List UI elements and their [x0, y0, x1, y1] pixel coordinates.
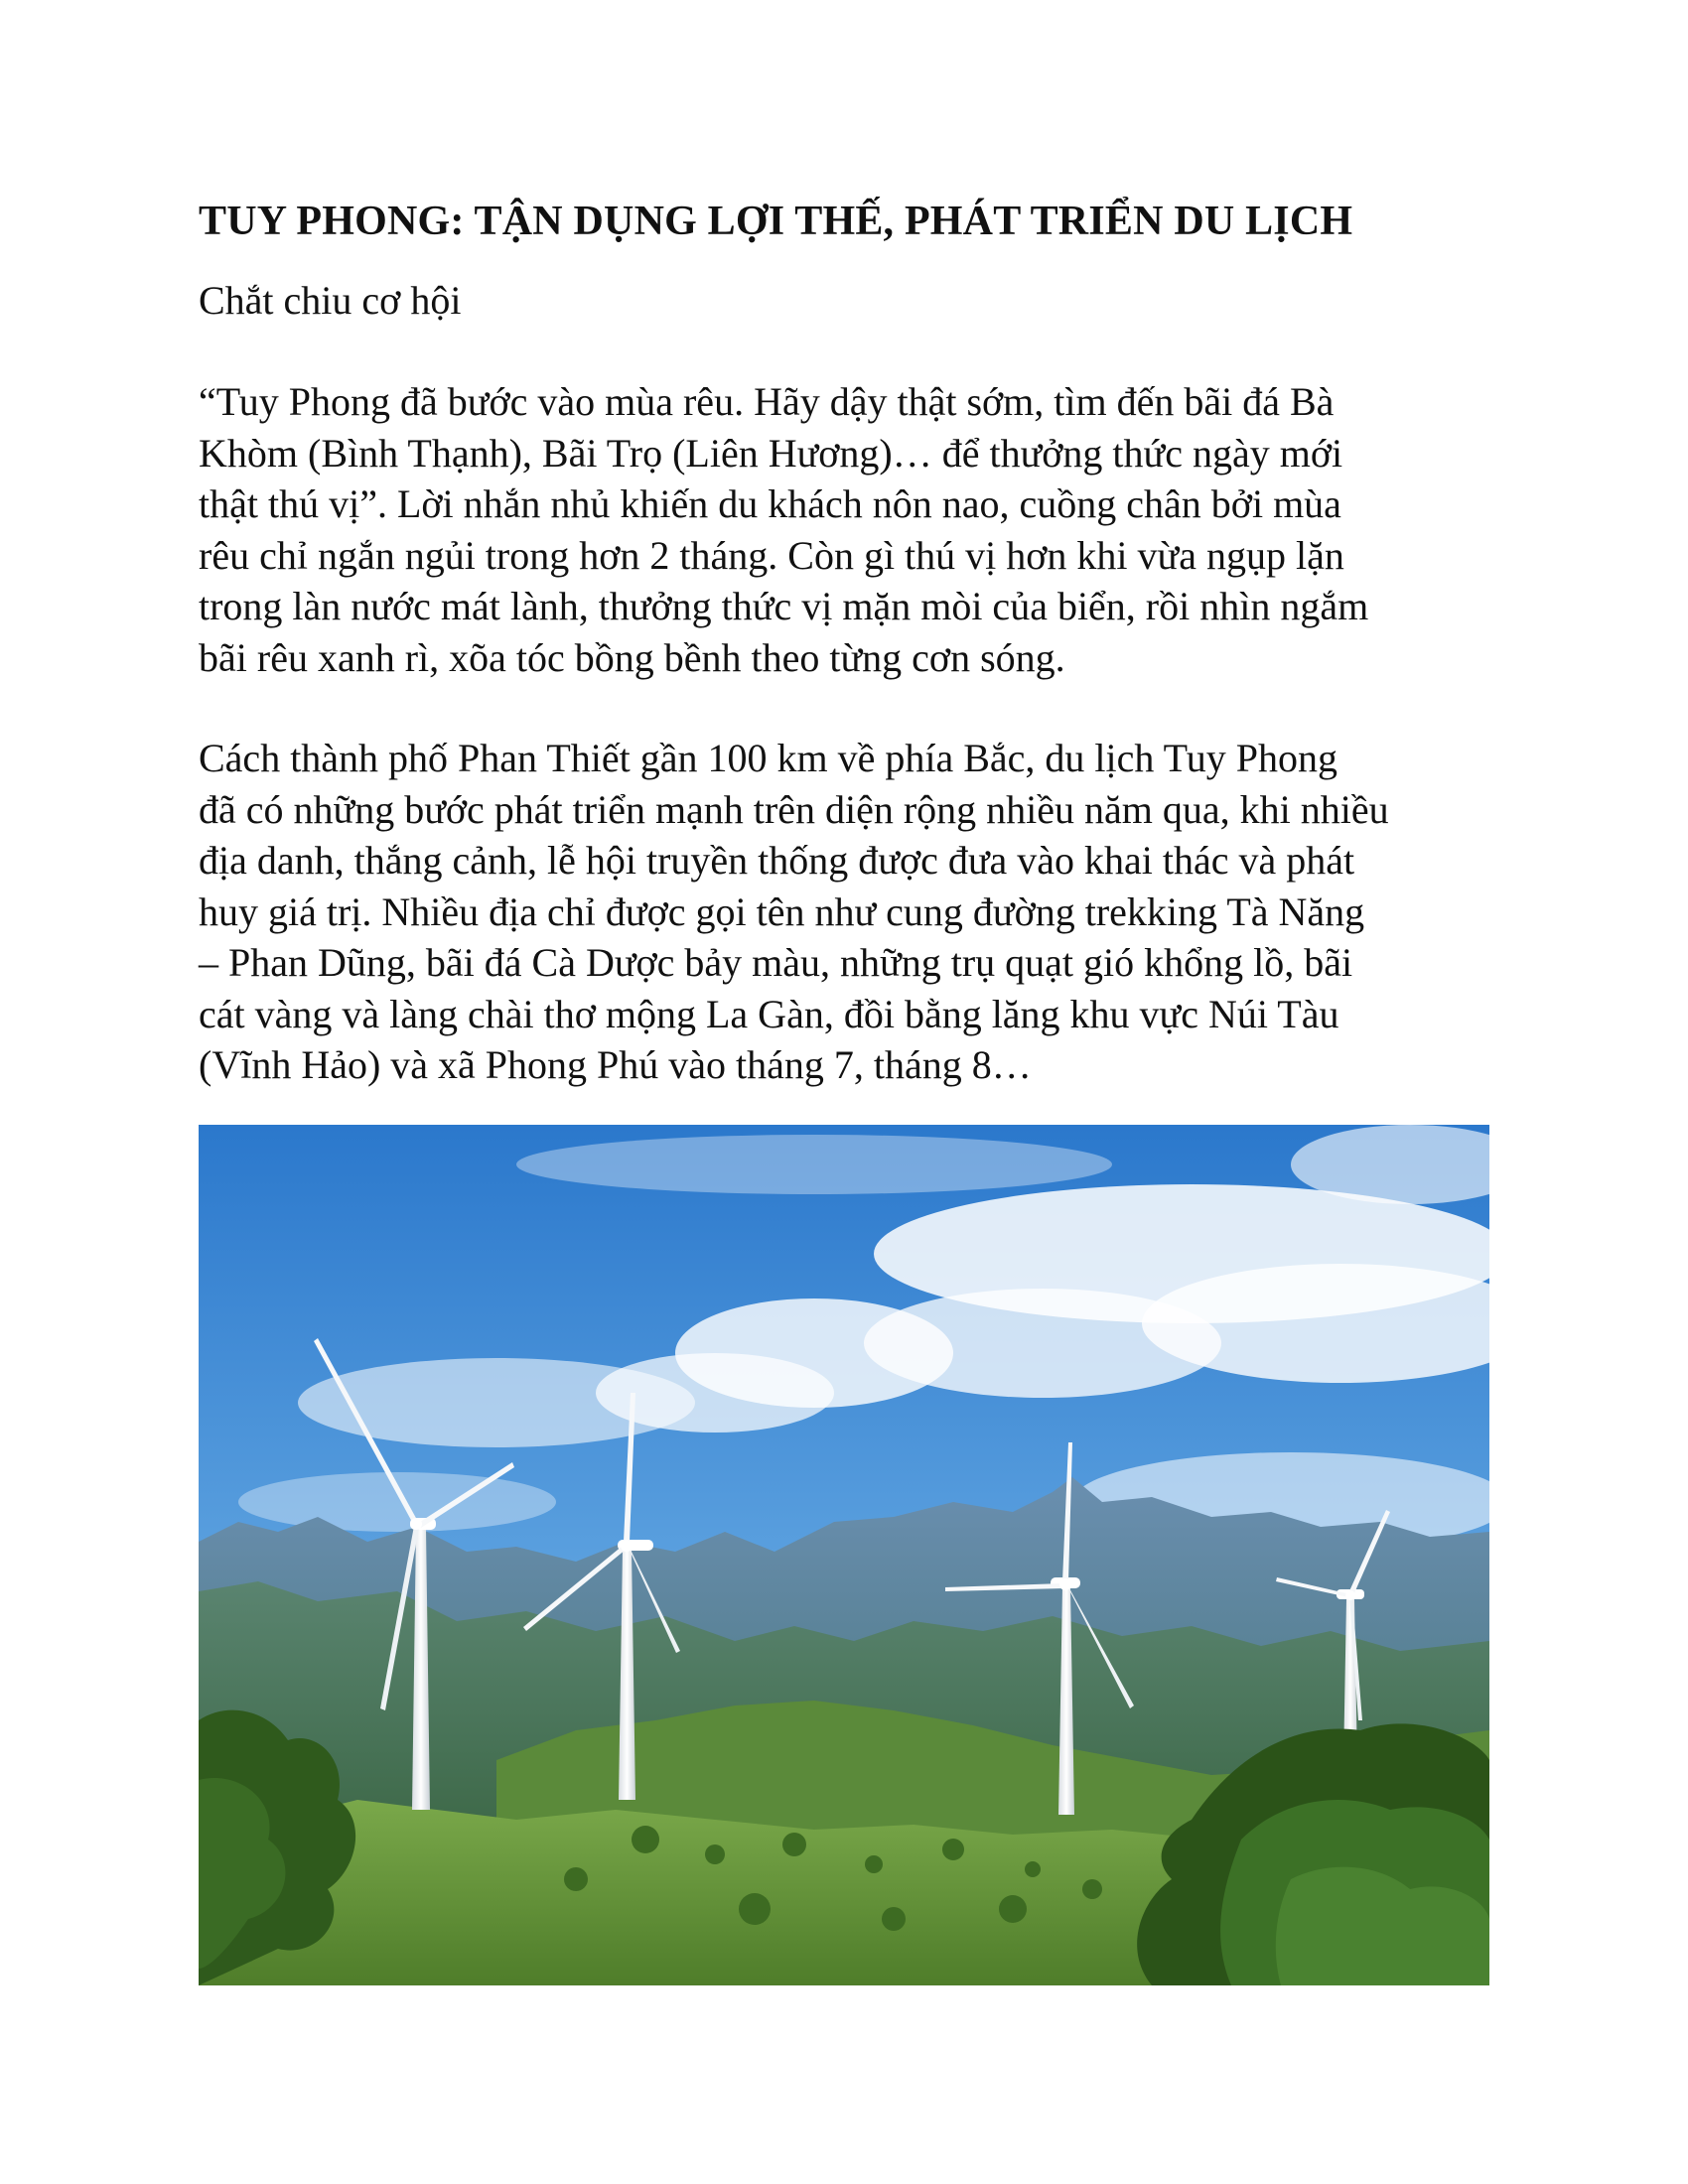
- article-subtitle: Chắt chiu cơ hội: [199, 278, 462, 323]
- paragraph-1-line: Khòm (Bình Thạnh), Bãi Trọ (Liên Hương)… để thưởng thức ngày mới: [199, 430, 1343, 476]
- paragraph-1: [199, 376, 1489, 683]
- paragraph-1-line: trong làn nước mát lành, thưởng thức vị mặn mòi của biển, rồi nhìn ngắm: [199, 584, 1369, 628]
- wind-farm-illustration: [199, 1125, 1489, 1985]
- paragraph-2: [199, 733, 1489, 1091]
- paragraph-1-line: “Tuy Phong đã bước vào mùa rêu. Hãy dậy thật sớm, tìm đến bãi đá Bà: [199, 379, 1335, 424]
- paragraph-2-line: địa danh, thắng cảnh, lễ hội truyền thống được đưa vào khai thác và phát: [199, 838, 1355, 883]
- paragraph-2-line: (Vĩnh Hảo) và xã Phong Phú vào tháng 7, tháng 8…: [199, 1042, 1032, 1087]
- paragraph-2-line: – Phan Dũng, bãi đá Cà Dược bảy màu, những trụ quạt gió khổng lồ, bãi: [199, 940, 1353, 985]
- paragraph-1-line: rêu chỉ ngắn ngủi trong hơn 2 tháng. Còn gì thú vị hơn khi vừa ngụp lặn: [199, 532, 1344, 578]
- paragraph-2-line: huy giá trị. Nhiều địa chỉ được gọi tên như cung đường trekking Tà Năng: [199, 888, 1365, 934]
- paragraph-2-line: cát vàng và làng chài thơ mộng La Gàn, đồi bằng lăng khu vực Núi Tàu: [199, 991, 1339, 1036]
- paragraph-1-line: thật thú vị”. Lời nhắn nhủ khiến du khách nôn nao, cuồng chân bởi mùa: [199, 481, 1341, 526]
- paragraph-2-line: đã có những bước phát triển mạnh trên diện rộng nhiều năm qua, khi nhiều: [199, 786, 1389, 832]
- wind-farm-photo: [199, 1125, 1489, 1985]
- article-title: TUY PHONG: TẬN DỤNG LỢI THẾ, PHÁT TRIỂN DU LỊCH: [199, 199, 1353, 244]
- paragraph-2-line: Cách thành phố Phan Thiết gần 100 km về phía Bắc, du lịch Tuy Phong: [199, 736, 1337, 780]
- paragraph-1-line: bãi rêu xanh rì, xõa tóc bồng bềnh theo từng cơn sóng.: [199, 634, 1065, 680]
